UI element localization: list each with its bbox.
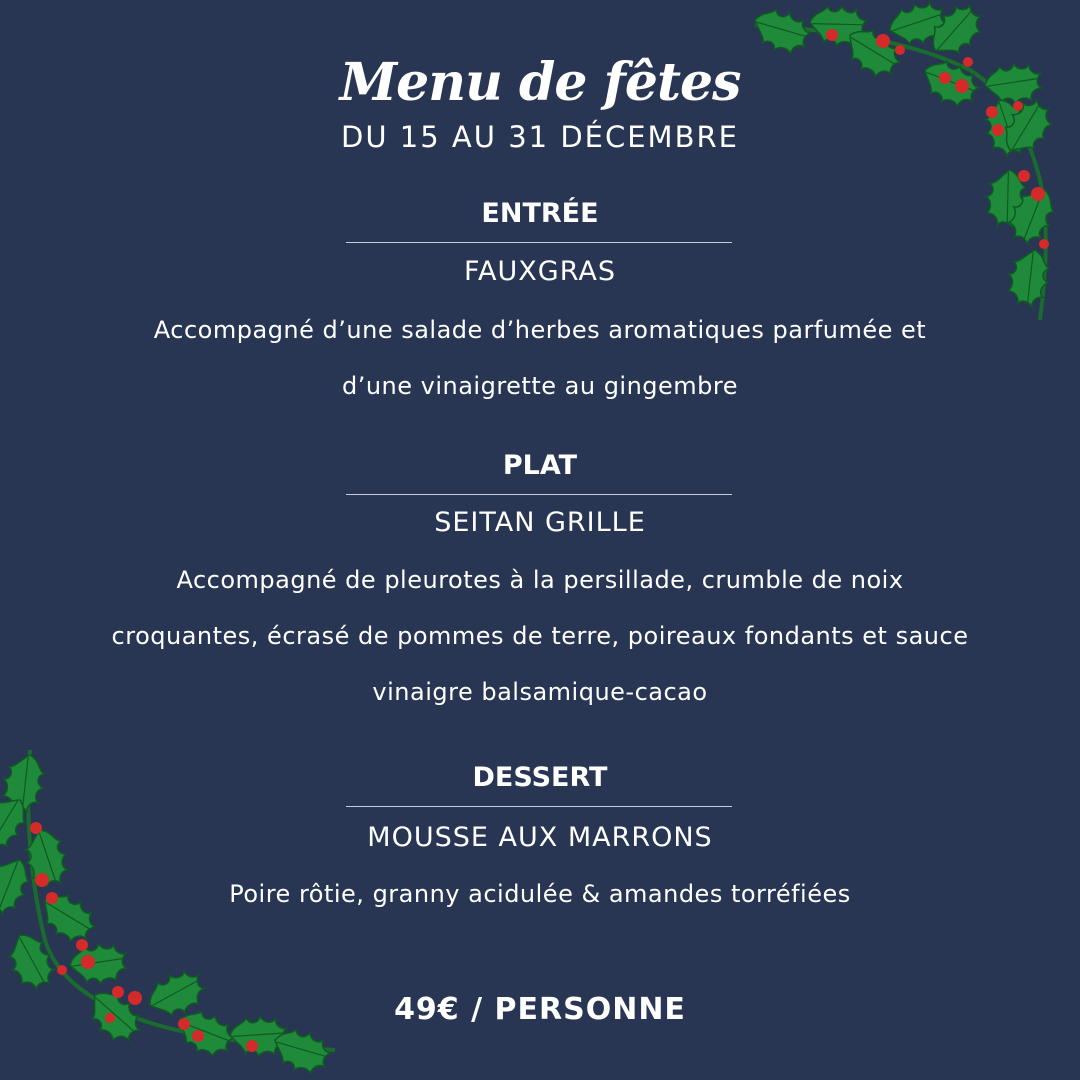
dish-name-entree: FAUXGRAS [464, 256, 616, 287]
description-line: Poire rôtie, granny acidulée & amandes torréfiées [229, 880, 851, 908]
dish-description-entree [0, 302, 1080, 414]
section-divider [346, 242, 732, 243]
menu-date-range: DU 15 AU 31 DÉCEMBRE [341, 120, 739, 154]
menu-title: Menu de fêtes [339, 52, 741, 113]
section-heading-entree: ENTRÉE [481, 198, 599, 229]
section-divider [346, 494, 732, 495]
dish-name-dessert: MOUSSE AUX MARRONS [367, 822, 713, 853]
description-line: croquantes, écrasé de pommes de terre, poireaux fondants et sauce [111, 622, 969, 650]
description-line: Accompagné d’une salade d’herbes aromatiques parfumée et [153, 316, 927, 344]
section-heading-plat: PLAT [502, 450, 578, 481]
menu-price: 49€ / PERSONNE [394, 992, 686, 1027]
section-divider [346, 806, 732, 807]
description-line: d’une vinaigrette au gingembre [341, 372, 739, 400]
description-line: Accompagné de pleurotes à la persillade, crumble de noix [176, 566, 904, 594]
dish-description-dessert [0, 866, 1080, 922]
description-line: vinaigre balsamique-cacao [372, 678, 708, 706]
section-heading-dessert: DESSERT [472, 762, 608, 793]
holly-top-right-icon [740, 0, 1080, 340]
dish-name-plat: SEITAN GRILLE [434, 507, 646, 538]
dish-description-plat [0, 552, 1080, 720]
